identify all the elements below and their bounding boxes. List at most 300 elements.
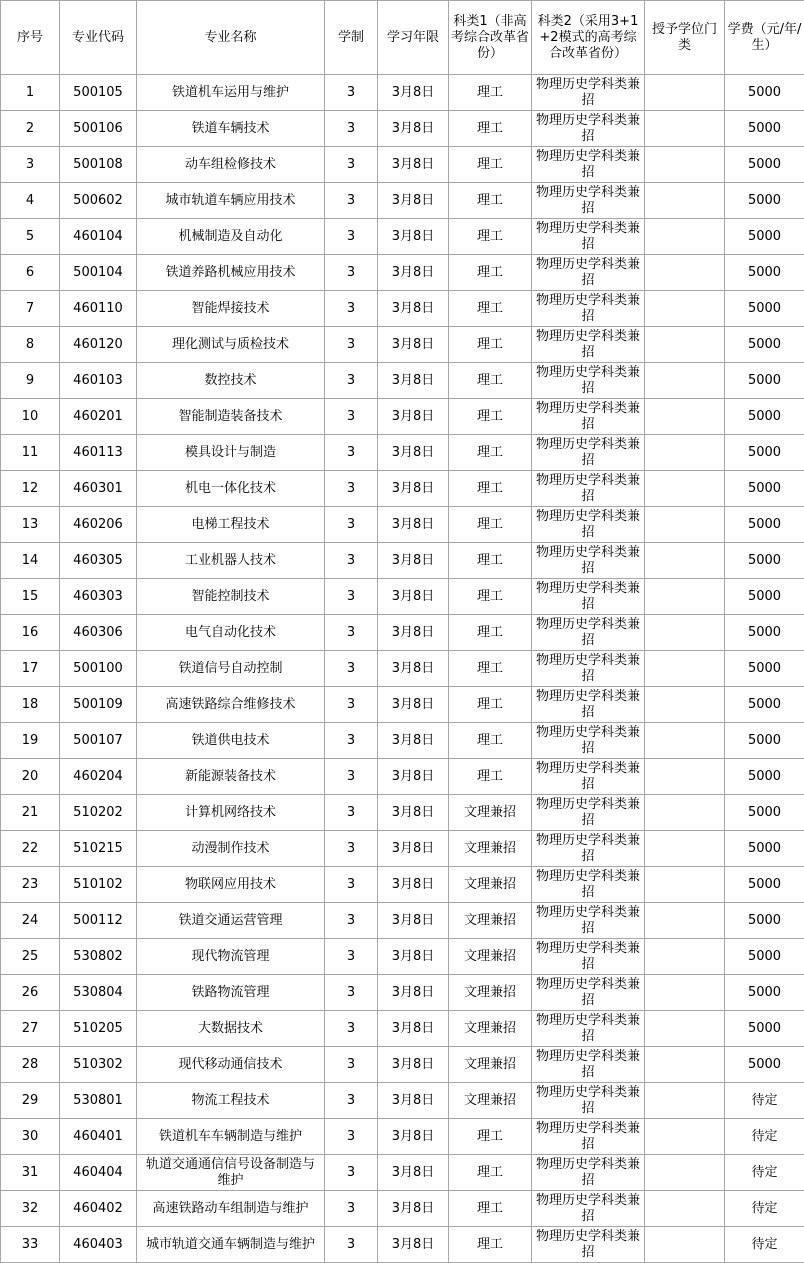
- cell-system: 3: [325, 795, 378, 831]
- header-system: 学制: [325, 1, 378, 75]
- cell-code: 460204: [60, 759, 137, 795]
- cell-code: 460402: [60, 1191, 137, 1227]
- cell-cat1: 理工: [449, 147, 532, 183]
- cell-degree: [645, 1155, 725, 1191]
- cell-degree: [645, 651, 725, 687]
- cell-cat1: 理工: [449, 543, 532, 579]
- table-row: [1, 831, 804, 867]
- cell-seq: 4: [1, 183, 60, 219]
- cell-degree: [645, 471, 725, 507]
- cell-seq: 9: [1, 363, 60, 399]
- cell-cat2: 物理历史学科类兼招: [532, 435, 645, 471]
- cell-degree: [645, 1083, 725, 1119]
- cell-cat2: 物理历史学科类兼招: [532, 399, 645, 435]
- cell-major-name: 轨道交通通信信号设备制造与维护: [137, 1155, 325, 1191]
- cell-duration: 3月8日: [378, 1083, 449, 1119]
- cell-code: 500107: [60, 723, 137, 759]
- cell-fee: 待定: [725, 1083, 804, 1119]
- cell-code: 460305: [60, 543, 137, 579]
- table-row: [1, 867, 804, 903]
- cell-degree: [645, 831, 725, 867]
- table-row: [1, 1083, 804, 1119]
- cell-fee: 5000: [725, 831, 804, 867]
- cell-duration: 3月8日: [378, 1227, 449, 1263]
- header-cat1: 科类1（非高考综合改革省份）: [449, 1, 532, 75]
- cell-code: 500106: [60, 111, 137, 147]
- cell-degree: [645, 723, 725, 759]
- cell-degree: [645, 327, 725, 363]
- table-row: [1, 1119, 804, 1155]
- cell-code: 460401: [60, 1119, 137, 1155]
- cell-duration: 3月8日: [378, 255, 449, 291]
- cell-system: 3: [325, 291, 378, 327]
- cell-cat2: 物理历史学科类兼招: [532, 1227, 645, 1263]
- cell-code: 500105: [60, 75, 137, 111]
- cell-degree: [645, 1011, 725, 1047]
- table-row: [1, 1047, 804, 1083]
- cell-seq: 14: [1, 543, 60, 579]
- cell-major-name: 铁道供电技术: [137, 723, 325, 759]
- cell-major-name: 智能焊接技术: [137, 291, 325, 327]
- cell-duration: 3月8日: [378, 903, 449, 939]
- cell-cat1: 文理兼招: [449, 1083, 532, 1119]
- cell-system: 3: [325, 975, 378, 1011]
- cell-duration: 3月8日: [378, 219, 449, 255]
- cell-degree: [645, 507, 725, 543]
- cell-duration: 3月8日: [378, 363, 449, 399]
- cell-major-name: 动漫制作技术: [137, 831, 325, 867]
- cell-seq: 15: [1, 579, 60, 615]
- cell-duration: 3月8日: [378, 759, 449, 795]
- table-row: [1, 255, 804, 291]
- cell-system: 3: [325, 183, 378, 219]
- table-row: [1, 1155, 804, 1191]
- cell-cat1: 文理兼招: [449, 831, 532, 867]
- cell-cat1: 文理兼招: [449, 903, 532, 939]
- cell-degree: [645, 687, 725, 723]
- cell-system: 3: [325, 435, 378, 471]
- cell-system: 3: [325, 615, 378, 651]
- table-row: [1, 291, 804, 327]
- cell-system: 3: [325, 903, 378, 939]
- cell-fee: 5000: [725, 255, 804, 291]
- cell-fee: 5000: [725, 147, 804, 183]
- table-row: [1, 903, 804, 939]
- cell-major-name: 数控技术: [137, 363, 325, 399]
- cell-system: 3: [325, 939, 378, 975]
- cell-duration: 3月8日: [378, 327, 449, 363]
- header-name: 专业名称: [137, 1, 325, 75]
- cell-cat2: 物理历史学科类兼招: [532, 1047, 645, 1083]
- cell-fee: 5000: [725, 759, 804, 795]
- header-duration: 学习年限: [378, 1, 449, 75]
- cell-cat1: 理工: [449, 471, 532, 507]
- cell-cat1: 理工: [449, 1227, 532, 1263]
- cell-system: 3: [325, 687, 378, 723]
- cell-seq: 25: [1, 939, 60, 975]
- cell-seq: 11: [1, 435, 60, 471]
- table-header-row: [1, 1, 804, 75]
- cell-major-name: 铁道交通运营管理: [137, 903, 325, 939]
- table-row: [1, 111, 804, 147]
- cell-cat2: 物理历史学科类兼招: [532, 75, 645, 111]
- cell-code: 510302: [60, 1047, 137, 1083]
- cell-major-name: 铁道信号自动控制: [137, 651, 325, 687]
- cell-cat1: 理工: [449, 687, 532, 723]
- cell-cat1: 理工: [449, 651, 532, 687]
- cell-code: 500108: [60, 147, 137, 183]
- cell-cat2: 物理历史学科类兼招: [532, 219, 645, 255]
- cell-code: 510205: [60, 1011, 137, 1047]
- cell-seq: 22: [1, 831, 60, 867]
- cell-seq: 3: [1, 147, 60, 183]
- cell-cat2: 物理历史学科类兼招: [532, 687, 645, 723]
- cell-degree: [645, 255, 725, 291]
- header-fee: 学费（元/年/生）: [725, 1, 804, 75]
- cell-code: 460120: [60, 327, 137, 363]
- cell-cat2: 物理历史学科类兼招: [532, 291, 645, 327]
- cell-code: 460104: [60, 219, 137, 255]
- cell-cat2: 物理历史学科类兼招: [532, 1011, 645, 1047]
- table-row: [1, 723, 804, 759]
- cell-cat1: 理工: [449, 615, 532, 651]
- table-row: [1, 759, 804, 795]
- cell-fee: 5000: [725, 471, 804, 507]
- cell-seq: 18: [1, 687, 60, 723]
- header-degree: 授予学位门类: [645, 1, 725, 75]
- cell-cat2: 物理历史学科类兼招: [532, 1083, 645, 1119]
- cell-system: 3: [325, 327, 378, 363]
- cell-cat1: 文理兼招: [449, 975, 532, 1011]
- cell-duration: 3月8日: [378, 975, 449, 1011]
- table-row: [1, 219, 804, 255]
- cell-code: 500104: [60, 255, 137, 291]
- cell-major-name: 高速铁路动车组制造与维护: [137, 1191, 325, 1227]
- cell-degree: [645, 363, 725, 399]
- cell-cat1: 理工: [449, 255, 532, 291]
- cell-fee: 5000: [725, 867, 804, 903]
- cell-duration: 3月8日: [378, 471, 449, 507]
- cell-system: 3: [325, 471, 378, 507]
- cell-system: 3: [325, 1119, 378, 1155]
- cell-duration: 3月8日: [378, 543, 449, 579]
- cell-code: 460201: [60, 399, 137, 435]
- cell-fee: 5000: [725, 579, 804, 615]
- cell-cat1: 理工: [449, 1119, 532, 1155]
- cell-fee: 5000: [725, 615, 804, 651]
- cell-seq: 26: [1, 975, 60, 1011]
- cell-seq: 16: [1, 615, 60, 651]
- cell-system: 3: [325, 1047, 378, 1083]
- cell-major-name: 物流工程技术: [137, 1083, 325, 1119]
- cell-cat1: 文理兼招: [449, 1047, 532, 1083]
- cell-system: 3: [325, 723, 378, 759]
- cell-major-name: 智能控制技术: [137, 579, 325, 615]
- cell-system: 3: [325, 1155, 378, 1191]
- cell-system: 3: [325, 1011, 378, 1047]
- cell-duration: 3月8日: [378, 831, 449, 867]
- table-row: [1, 939, 804, 975]
- cell-seq: 20: [1, 759, 60, 795]
- cell-cat1: 理工: [449, 219, 532, 255]
- cell-cat2: 物理历史学科类兼招: [532, 363, 645, 399]
- cell-fee: 5000: [725, 975, 804, 1011]
- cell-seq: 19: [1, 723, 60, 759]
- cell-cat1: 理工: [449, 291, 532, 327]
- cell-code: 460404: [60, 1155, 137, 1191]
- cell-code: 460303: [60, 579, 137, 615]
- cell-seq: 28: [1, 1047, 60, 1083]
- cell-degree: [645, 75, 725, 111]
- cell-seq: 13: [1, 507, 60, 543]
- cell-cat1: 理工: [449, 183, 532, 219]
- cell-cat2: 物理历史学科类兼招: [532, 1155, 645, 1191]
- cell-seq: 2: [1, 111, 60, 147]
- cell-cat1: 理工: [449, 1191, 532, 1227]
- table-row: [1, 543, 804, 579]
- cell-major-name: 高速铁路综合维修技术: [137, 687, 325, 723]
- cell-cat1: 文理兼招: [449, 795, 532, 831]
- cell-duration: 3月8日: [378, 183, 449, 219]
- cell-major-name: 计算机网络技术: [137, 795, 325, 831]
- cell-code: 500109: [60, 687, 137, 723]
- cell-system: 3: [325, 651, 378, 687]
- cell-fee: 5000: [725, 219, 804, 255]
- cell-system: 3: [325, 219, 378, 255]
- cell-fee: 5000: [725, 651, 804, 687]
- table-row: [1, 1011, 804, 1047]
- table-body: [1, 75, 804, 1263]
- cell-duration: 3月8日: [378, 147, 449, 183]
- cell-duration: 3月8日: [378, 1155, 449, 1191]
- table-row: [1, 579, 804, 615]
- cell-duration: 3月8日: [378, 651, 449, 687]
- cell-major-name: 新能源装备技术: [137, 759, 325, 795]
- cell-fee: 5000: [725, 111, 804, 147]
- table-row: [1, 651, 804, 687]
- table-row: [1, 1191, 804, 1227]
- cell-degree: [645, 939, 725, 975]
- cell-major-name: 铁路物流管理: [137, 975, 325, 1011]
- cell-major-name: 铁道机车运用与维护: [137, 75, 325, 111]
- cell-system: 3: [325, 363, 378, 399]
- cell-seq: 6: [1, 255, 60, 291]
- cell-cat2: 物理历史学科类兼招: [532, 939, 645, 975]
- cell-seq: 27: [1, 1011, 60, 1047]
- cell-cat2: 物理历史学科类兼招: [532, 579, 645, 615]
- cell-cat2: 物理历史学科类兼招: [532, 327, 645, 363]
- cell-cat2: 物理历史学科类兼招: [532, 147, 645, 183]
- table-row: [1, 363, 804, 399]
- cell-code: 510215: [60, 831, 137, 867]
- cell-cat1: 理工: [449, 579, 532, 615]
- cell-system: 3: [325, 543, 378, 579]
- cell-degree: [645, 1047, 725, 1083]
- cell-cat1: 文理兼招: [449, 939, 532, 975]
- cell-fee: 5000: [725, 939, 804, 975]
- cell-fee: 5000: [725, 543, 804, 579]
- table-row: [1, 75, 804, 111]
- cell-fee: 待定: [725, 1191, 804, 1227]
- cell-code: 460403: [60, 1227, 137, 1263]
- cell-system: 3: [325, 759, 378, 795]
- cell-degree: [645, 1191, 725, 1227]
- table-row: [1, 183, 804, 219]
- cell-degree: [645, 975, 725, 1011]
- cell-fee: 待定: [725, 1227, 804, 1263]
- cell-duration: 3月8日: [378, 687, 449, 723]
- cell-system: 3: [325, 111, 378, 147]
- cell-seq: 32: [1, 1191, 60, 1227]
- cell-system: 3: [325, 507, 378, 543]
- cell-duration: 3月8日: [378, 723, 449, 759]
- cell-major-name: 现代物流管理: [137, 939, 325, 975]
- cell-degree: [645, 219, 725, 255]
- cell-degree: [645, 399, 725, 435]
- cell-fee: 5000: [725, 723, 804, 759]
- cell-duration: 3月8日: [378, 435, 449, 471]
- cell-seq: 21: [1, 795, 60, 831]
- cell-major-name: 现代移动通信技术: [137, 1047, 325, 1083]
- cell-duration: 3月8日: [378, 1047, 449, 1083]
- cell-degree: [645, 147, 725, 183]
- cell-major-name: 物联网应用技术: [137, 867, 325, 903]
- cell-cat1: 理工: [449, 327, 532, 363]
- cell-cat2: 物理历史学科类兼招: [532, 831, 645, 867]
- cell-code: 460306: [60, 615, 137, 651]
- cell-degree: [645, 1119, 725, 1155]
- table-row: [1, 687, 804, 723]
- cell-system: 3: [325, 867, 378, 903]
- cell-duration: 3月8日: [378, 939, 449, 975]
- table-row: [1, 147, 804, 183]
- cell-major-name: 动车组检修技术: [137, 147, 325, 183]
- cell-cat1: 理工: [449, 723, 532, 759]
- cell-cat1: 理工: [449, 507, 532, 543]
- header-seq: 序号: [1, 1, 60, 75]
- cell-major-name: 工业机器人技术: [137, 543, 325, 579]
- cell-fee: 5000: [725, 1047, 804, 1083]
- cell-duration: 3月8日: [378, 1011, 449, 1047]
- cell-major-name: 智能制造装备技术: [137, 399, 325, 435]
- cell-fee: 5000: [725, 399, 804, 435]
- cell-cat1: 文理兼招: [449, 1011, 532, 1047]
- cell-duration: 3月8日: [378, 111, 449, 147]
- cell-major-name: 铁道养路机械应用技术: [137, 255, 325, 291]
- cell-degree: [645, 111, 725, 147]
- cell-cat1: 理工: [449, 363, 532, 399]
- cell-seq: 10: [1, 399, 60, 435]
- cell-major-name: 电梯工程技术: [137, 507, 325, 543]
- cell-fee: 5000: [725, 435, 804, 471]
- cell-duration: 3月8日: [378, 507, 449, 543]
- cell-cat2: 物理历史学科类兼招: [532, 183, 645, 219]
- cell-major-name: 理化测试与质检技术: [137, 327, 325, 363]
- cell-cat2: 物理历史学科类兼招: [532, 975, 645, 1011]
- cell-cat2: 物理历史学科类兼招: [532, 723, 645, 759]
- cell-duration: 3月8日: [378, 615, 449, 651]
- cell-code: 500100: [60, 651, 137, 687]
- table-row: [1, 975, 804, 1011]
- cell-major-name: 机电一体化技术: [137, 471, 325, 507]
- cell-cat2: 物理历史学科类兼招: [532, 471, 645, 507]
- cell-cat2: 物理历史学科类兼招: [532, 507, 645, 543]
- cell-degree: [645, 903, 725, 939]
- cell-cat2: 物理历史学科类兼招: [532, 867, 645, 903]
- table-row: [1, 435, 804, 471]
- cell-code: 530804: [60, 975, 137, 1011]
- cell-major-name: 城市轨道交通车辆制造与维护: [137, 1227, 325, 1263]
- cell-degree: [645, 183, 725, 219]
- header-code: 专业代码: [60, 1, 137, 75]
- cell-seq: 17: [1, 651, 60, 687]
- cell-major-name: 模具设计与制造: [137, 435, 325, 471]
- cell-cat2: 物理历史学科类兼招: [532, 759, 645, 795]
- cell-degree: [645, 435, 725, 471]
- cell-seq: 23: [1, 867, 60, 903]
- cell-code: 460110: [60, 291, 137, 327]
- cell-system: 3: [325, 1083, 378, 1119]
- cell-major-name: 大数据技术: [137, 1011, 325, 1047]
- cell-cat1: 理工: [449, 435, 532, 471]
- cell-seq: 31: [1, 1155, 60, 1191]
- table-row: [1, 1227, 804, 1263]
- cell-cat2: 物理历史学科类兼招: [532, 111, 645, 147]
- cell-cat1: 理工: [449, 75, 532, 111]
- cell-duration: 3月8日: [378, 399, 449, 435]
- cell-duration: 3月8日: [378, 1119, 449, 1155]
- cell-seq: 29: [1, 1083, 60, 1119]
- cell-fee: 5000: [725, 687, 804, 723]
- cell-cat2: 物理历史学科类兼招: [532, 1119, 645, 1155]
- cell-cat2: 物理历史学科类兼招: [532, 795, 645, 831]
- table-row: [1, 327, 804, 363]
- cell-seq: 33: [1, 1227, 60, 1263]
- cell-fee: 5000: [725, 903, 804, 939]
- cell-fee: 5000: [725, 507, 804, 543]
- cell-major-name: 铁道车辆技术: [137, 111, 325, 147]
- cell-cat2: 物理历史学科类兼招: [532, 543, 645, 579]
- header-cat2: 科类2（采用3+1+2模式的高考综合改革省份）: [532, 1, 645, 75]
- cell-seq: 8: [1, 327, 60, 363]
- cell-duration: 3月8日: [378, 1191, 449, 1227]
- cell-cat2: 物理历史学科类兼招: [532, 615, 645, 651]
- cell-code: 510102: [60, 867, 137, 903]
- cell-duration: 3月8日: [378, 867, 449, 903]
- cell-system: 3: [325, 75, 378, 111]
- cell-fee: 待定: [725, 1155, 804, 1191]
- cell-code: 530801: [60, 1083, 137, 1119]
- cell-duration: 3月8日: [378, 579, 449, 615]
- cell-degree: [645, 795, 725, 831]
- cell-code: 500112: [60, 903, 137, 939]
- cell-fee: 5000: [725, 327, 804, 363]
- cell-cat1: 理工: [449, 111, 532, 147]
- cell-code: 460301: [60, 471, 137, 507]
- cell-fee: 待定: [725, 1119, 804, 1155]
- cell-code: 530802: [60, 939, 137, 975]
- cell-seq: 24: [1, 903, 60, 939]
- cell-degree: [645, 543, 725, 579]
- cell-system: 3: [325, 579, 378, 615]
- cell-duration: 3月8日: [378, 291, 449, 327]
- cell-major-name: 机械制造及自动化: [137, 219, 325, 255]
- cell-seq: 7: [1, 291, 60, 327]
- cell-cat1: 理工: [449, 1155, 532, 1191]
- cell-seq: 30: [1, 1119, 60, 1155]
- cell-major-name: 电气自动化技术: [137, 615, 325, 651]
- cell-degree: [645, 1227, 725, 1263]
